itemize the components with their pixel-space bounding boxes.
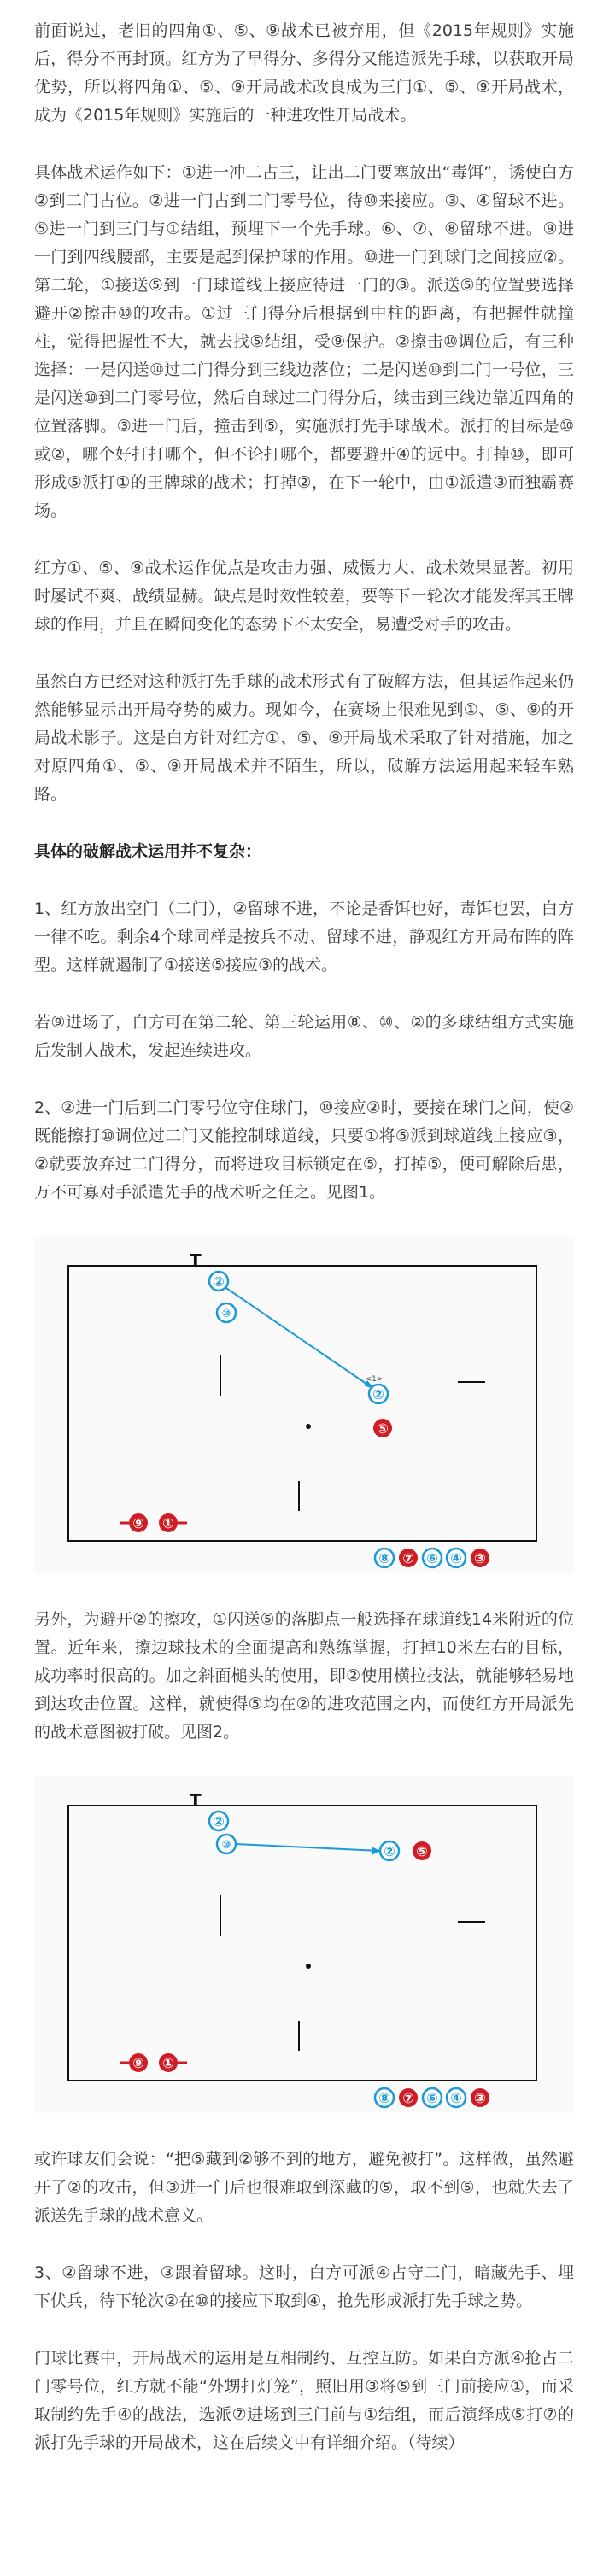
ball-1 — [159, 1513, 187, 1532]
svg-text:⑦: ⑦ — [402, 2090, 414, 2106]
ball-2-start — [209, 1812, 228, 1830]
paragraph: 前面说过，老旧的四角①、⑤、⑨战术已被弃用，但《2015年规则》实施后，得分不再封顶。红方为了早得分、多得分又能造派先手球，以获取开局优势，所以将四角①、⑤、⑨开局战术改良成为三门①、⑤、⑨开局战术，成为《2015年规则》实施后的一种进攻性开局战术。 — [34, 21, 574, 125]
svg-text:⑧: ⑧ — [378, 2090, 390, 2106]
paragraph: 1、红方放出空门（二门），②留球不进，不论是香饵也好，毒饵也罢，白方一律不吃。剩余4个球同样是按兵不动、留球不进，静观红方开局布阵的阵型。这样就遏制了①接送⑤接应③的战术。 — [34, 899, 574, 975]
paragraph: 具体战术运作如下：①进一冲二占三，让出二门要塞放出“毒饵”，诱使白方②到二门占位。②进一门占到二门零号位，待⑩来接应。③、④留球不进。⑤进一门到三门与①结组，预埋下一个先手球。⑥、⑦、⑧留球不进。⑨进一门到四线腰部，主要是起到保护球的作用。⑩进一门到球门之间接应②。第二轮，①接送⑤到一门球道线上接应待进一门的③。派送⑤的位置要选择避开②擦击⑩的攻击。①过三门得分后根据到中柱的距离，有把握性就撞柱，觉得把握性不大，就去找⑤结组，受⑨保护。②擦击⑩调位后，有三种选择：一是闪送⑩过二门得分到三线边落位；二是闪送⑩到二门一号位，三是闪送⑩到二门零号位，然后自球过二门得分后，续击到三线边靠近四角的位置落脚。③进一门后，撞击到⑤，实施派打先手球战术。派打的目标是⑩或②，哪个好打打哪个，但不论打哪个，都要避开④的远中。打掉⑩，即可形成⑤派打①的王牌球的战术；打掉②，在下一轮中，由①派遣③而独霸赛场。 — [34, 163, 574, 520]
ball-5 — [413, 1841, 431, 1860]
paragraph: 3、②留球不进，③跟着留球。这时，白方可派④占守二门，暗藏先手、埋下伏兵，待下轮次②在⑩的接应下取到④，抢先形成派打先手球之势。 — [34, 2263, 574, 2310]
ball-2-target — [369, 1385, 388, 1403]
section-heading: 具体的破解战术运用并不复杂： — [34, 842, 262, 861]
svg-text:⑩: ⑩ — [221, 1308, 231, 1320]
svg-text:①: ① — [162, 1515, 174, 1531]
svg-text:⑥: ⑥ — [426, 1550, 438, 1566]
ball-10 — [217, 1835, 236, 1853]
waiting-balls — [375, 1549, 489, 1567]
gate-mark: T — [190, 1250, 202, 1271]
svg-text:⑥: ⑥ — [426, 2090, 438, 2106]
article — [34, 17, 574, 2486]
gate-mark: T — [190, 1790, 202, 1811]
ball-1 — [159, 2053, 187, 2072]
ball-2-target — [380, 1841, 399, 1860]
svg-text:①: ① — [162, 2055, 174, 2071]
ball-9 — [120, 2053, 148, 2072]
figure-1 — [34, 1236, 574, 1573]
waiting-balls — [375, 2088, 489, 2107]
figure-2 — [34, 1776, 574, 2113]
svg-text:⑨: ⑨ — [132, 2055, 144, 2071]
ball-10 — [217, 1303, 236, 1322]
svg-text:⑤: ⑤ — [416, 1843, 428, 1859]
paragraph: 另外，为避开②的擦攻，①闪送⑤的落脚点一般选择在球道线14米附近的位置。近年来，擦边球技术的全面提高和熟练掌握，打掉10米左右的目标，成功率时很高的。加之斜面槌头的使用，即②使用横拉技法，就能够轻易地到达攻击位置。这样，就使得⑤均在②的进攻范围之内，而使红方开局派先的战术意图被打破。见图2。 — [34, 1610, 574, 1742]
svg-text:④: ④ — [450, 2090, 462, 2106]
paragraph: 红方①、⑤、⑨战术运作优点是攻击力强、威慑力大、战术效果显著。初用时屡试不爽、战绩显赫。缺点是时效性较差，要等下一轮次才能发挥其王牌球的作用，并且在瞬间变化的态势下不太安全，易遭受对手的攻击。 — [34, 559, 574, 634]
svg-text:③: ③ — [474, 2090, 486, 2106]
svg-text:⑨: ⑨ — [132, 1515, 144, 1531]
paragraph: 虽然白方已经对这种派打先手球的战术形式有了破解方法，但其运作起来仍然能够显示出开局夺势的威力。现如今，在赛场上很难见到①、⑤、⑨的开局战术影子。这是白方针对红方①、⑤、⑨开局战术采取了针对措施，加之对原四角①、⑤、⑨开局战术并不陌生，所以，破解方法运用起来轻车熟路。 — [34, 672, 574, 804]
paragraph: 门球比赛中，开局战术的运用是互相制约、互控互防。如果白方派④抢占二门零号位，红方就不能“外甥打灯笼”，照旧用③将⑤到三门前接应①，而采取制约先手④的战法，选派⑦进场到三门前与①结组，而后演绎成⑤打⑦的派打先手球的开局战术，这在后续文中有详细介绍。（待续） — [34, 2349, 574, 2452]
svg-text:⑦: ⑦ — [402, 1550, 414, 1566]
ball-9 — [120, 1513, 148, 1532]
svg-text:⑩: ⑩ — [221, 1839, 231, 1852]
arrow-label: <1> — [365, 1375, 384, 1384]
svg-text:⑧: ⑧ — [378, 1550, 390, 1566]
svg-text:②: ② — [213, 1273, 225, 1290]
svg-text:⑤: ⑤ — [377, 1420, 389, 1437]
svg-text:②: ② — [372, 1386, 384, 1402]
svg-text:③: ③ — [474, 1550, 486, 1566]
paragraph: 2、②进一门后到二门零号位守住球门，⑩接应②时，要接在球门之间，使②既能擦打⑩调位过二门又能控制球道线，只要①将⑤派到球道线上接应③，②就要放弃过二门得分，而将进攻目标锁定在⑤，打掉⑤，便可解除后患，万不可寡对手派遣先手的战术听之任之。见图1。 — [34, 1098, 574, 1202]
svg-text:④: ④ — [450, 1550, 462, 1566]
ball-5 — [373, 1419, 392, 1437]
paragraph: 或许球友们会说：“把⑤藏到②够不到的地方，避免被打”。这样做，虽然避开了②的攻击，但③进一门后也很难取到深藏的⑤，取不到⑤，也就失去了派送先手球的战术意义。 — [34, 2150, 574, 2225]
paragraph: 若⑨进场了，白方可在第二轮、第三轮运用⑧、⑩、②的多球结组方式实施后发制人战术，发起连续进攻。 — [34, 1013, 574, 1060]
svg-text:②: ② — [384, 1843, 395, 1859]
svg-text:②: ② — [213, 1813, 225, 1830]
ball-2-start — [209, 1272, 228, 1291]
